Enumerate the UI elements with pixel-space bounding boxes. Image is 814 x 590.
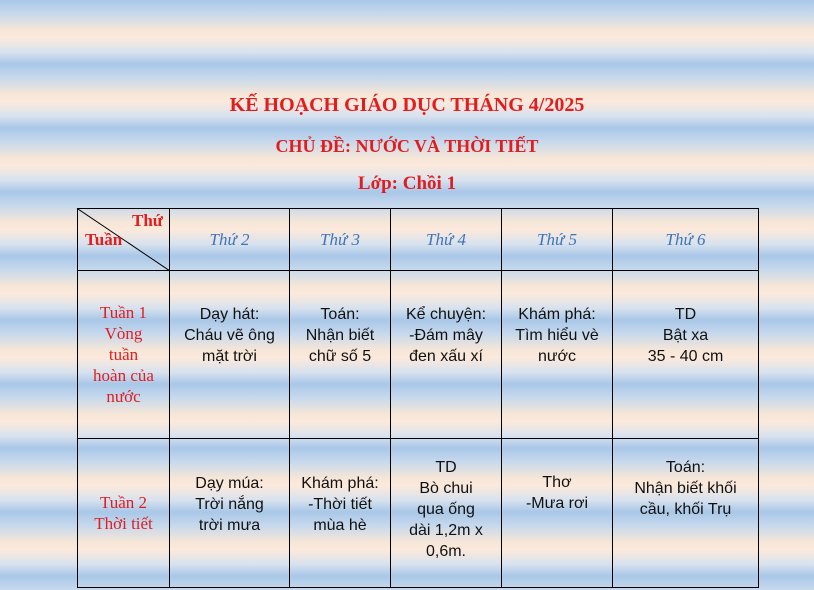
activity-cell	[290, 271, 391, 439]
activity-cell	[391, 439, 502, 588]
table-row	[78, 439, 759, 588]
day-header-tuesday: Thứ 3	[290, 209, 391, 271]
header-row	[78, 209, 759, 271]
week-label	[78, 271, 170, 439]
lesson-plan-table	[77, 208, 759, 588]
class-label: Lớp: Chồi 1	[357, 173, 457, 194]
table-row	[78, 271, 759, 439]
day-header-friday: Thứ 6	[613, 209, 759, 271]
activity-text: Kể chuyện: -Đám mây đen xấu xí	[405, 306, 487, 365]
topic-title: CHỦ ĐỀ: NƯỚC VÀ THỜI TIẾT	[275, 136, 539, 156]
activity-cell	[613, 271, 759, 439]
activity-text: Khám phá: Tìm hiểu vè nước	[515, 306, 599, 365]
day-header-monday: Thứ 2	[170, 209, 290, 271]
week-label-text: Tuần 2 Thời tiết	[94, 493, 153, 533]
week-label-text: Tuần 1 Vòng tuần hoàn của nước	[93, 303, 154, 406]
day-header-wednesday: Thứ 4	[391, 209, 502, 271]
corner-day-label: Thứ	[132, 211, 163, 230]
activity-cell	[170, 271, 290, 439]
activity-text: TD Bật xa 35 - 40 cm	[647, 306, 724, 365]
corner-cell	[78, 209, 170, 271]
activity-text: Dạy hát: Cháu vẽ ông mặt trời	[184, 306, 275, 365]
activity-cell	[502, 439, 613, 588]
corner-week-label: Tuần	[85, 230, 123, 249]
activity-text: TD Bò chui qua ống dài 1,2m x 0,6m.	[409, 459, 483, 560]
activity-cell	[502, 271, 613, 439]
activity-text: Thơ -Mưa rơi	[525, 474, 589, 512]
week-label	[78, 439, 170, 588]
activity-cell	[613, 439, 759, 588]
activity-text: Dạy múa: Trời nắng trời mưa	[195, 475, 264, 534]
activity-cell	[391, 271, 502, 439]
activity-text: Khám phá: -Thời tiết mùa hè	[301, 475, 379, 534]
activity-cell	[290, 439, 391, 588]
activity-cell	[170, 439, 290, 588]
activity-text: Toán: Nhận biết chữ số 5	[305, 306, 375, 365]
activity-text: Toán: Nhận biết khối cầu, khối Trụ	[634, 459, 737, 518]
plan-title: KẾ HOẠCH GIÁO DỤC THÁNG 4/2025	[229, 94, 585, 116]
day-header-thursday: Thứ 5	[502, 209, 613, 271]
